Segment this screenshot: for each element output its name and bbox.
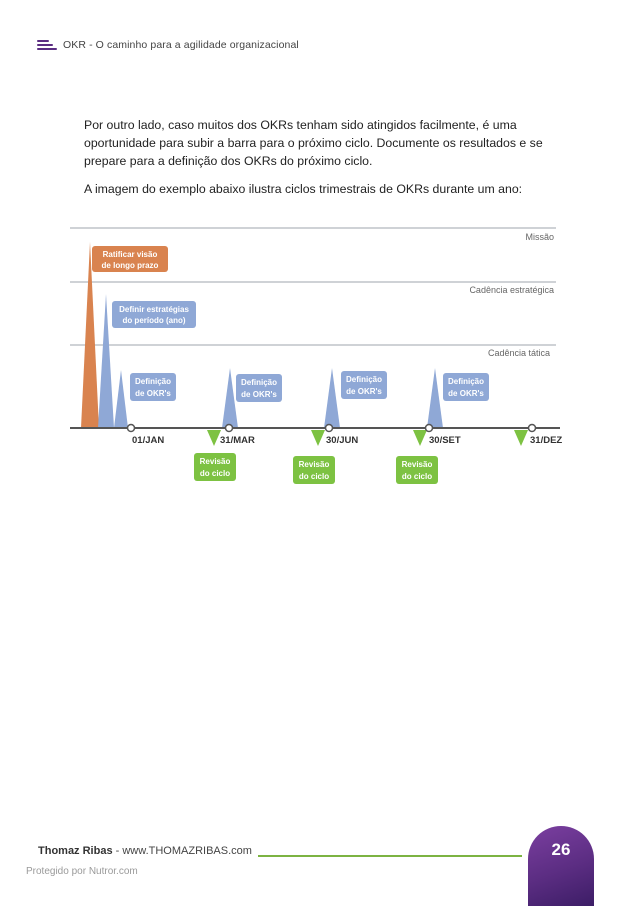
menu-icon <box>37 40 57 50</box>
page-header <box>37 36 299 54</box>
strategy-peak <box>98 294 114 428</box>
header-title: OKR - O caminho para a agilidade organizacional <box>63 39 299 51</box>
okr-cycle-diagram <box>0 220 638 490</box>
date-marker-dez <box>529 425 536 432</box>
vision-box-line1: Ratificar visão <box>102 250 158 259</box>
strategy-box-line1: Definir estratégias <box>119 305 189 314</box>
review-marker-3 <box>413 430 427 446</box>
review-box-3-line1: Revisão <box>401 460 433 469</box>
date-marker-mar <box>226 425 233 432</box>
paragraph-2: A imagem do exemplo abaixo ilustra ciclos trimestrais de OKRs durante um ano: <box>84 182 523 196</box>
okr-box-q2-line2: de OKR's <box>241 390 277 399</box>
protected-notice: Protegido por Nutror.com <box>26 866 138 877</box>
page-number-badge <box>528 826 594 906</box>
date-marker-jan <box>128 425 135 432</box>
okr-peak-q1 <box>114 370 128 428</box>
okr-box-q4-line1: Definição <box>447 377 485 386</box>
date-label-jan: 01/JAN <box>132 435 165 446</box>
okr-box-q1-line2: de OKR's <box>135 389 171 398</box>
okr-box-q4-line2: de OKR's <box>448 389 484 398</box>
okr-box-q2-line1: Definição <box>240 378 278 387</box>
footer-site-link[interactable]: www.THOMAZRIBAS.com <box>122 845 252 857</box>
okr-box-q4 <box>443 373 489 401</box>
okr-box-q1-line1: Definição <box>134 377 172 386</box>
footer-divider <box>258 855 522 857</box>
level-label-mission: Missão <box>525 232 554 242</box>
vision-box-line2: de longo prazo <box>101 261 159 270</box>
review-marker-2 <box>311 430 325 446</box>
okr-peak-q3 <box>324 368 340 428</box>
footer <box>38 845 252 857</box>
review-box-2 <box>293 456 335 484</box>
okr-box-q3-line1: Definição <box>345 375 383 384</box>
level-label-tactical: Cadência tática <box>487 348 550 358</box>
date-marker-set <box>426 425 433 432</box>
strategy-box-line2: do período (ano) <box>122 316 186 325</box>
review-box-2-line2: do ciclo <box>298 472 330 481</box>
date-label-set: 30/SET <box>429 435 461 446</box>
footer-separator: - <box>112 845 123 857</box>
date-label-dez: 31/DEZ <box>530 435 563 446</box>
okr-box-q2 <box>236 374 282 402</box>
review-box-3-line2: do ciclo <box>401 472 433 481</box>
page-number: 26 <box>551 840 571 859</box>
okr-box-q1 <box>130 373 176 401</box>
level-label-strategic: Cadência estratégica <box>469 285 554 295</box>
review-box-3 <box>396 456 438 484</box>
review-box-1-line2: do ciclo <box>199 469 231 478</box>
okr-box-q3 <box>341 371 387 399</box>
footer-author: Thomaz Ribas <box>38 845 113 857</box>
review-marker-4 <box>514 430 528 446</box>
paragraph-1: Por outro lado, caso muitos dos OKRs tenham sido atingidos facilmente, é uma oportunidade para subir a barra para o próximo ciclo. Documente os resultados e se prepare para a definição dos OKRs do próximo ciclo. <box>84 118 543 168</box>
date-label-jun: 30/JUN <box>326 435 359 446</box>
okr-box-q3-line2: de OKR's <box>346 387 382 396</box>
okr-peak-q2 <box>222 368 238 428</box>
date-marker-jun <box>326 425 333 432</box>
review-marker-1 <box>207 430 221 446</box>
okr-peak-q4 <box>427 368 443 428</box>
date-label-mar: 31/MAR <box>220 435 255 446</box>
review-box-1-line1: Revisão <box>199 457 231 466</box>
review-box-2-line1: Revisão <box>298 460 330 469</box>
review-box-1 <box>194 453 236 481</box>
